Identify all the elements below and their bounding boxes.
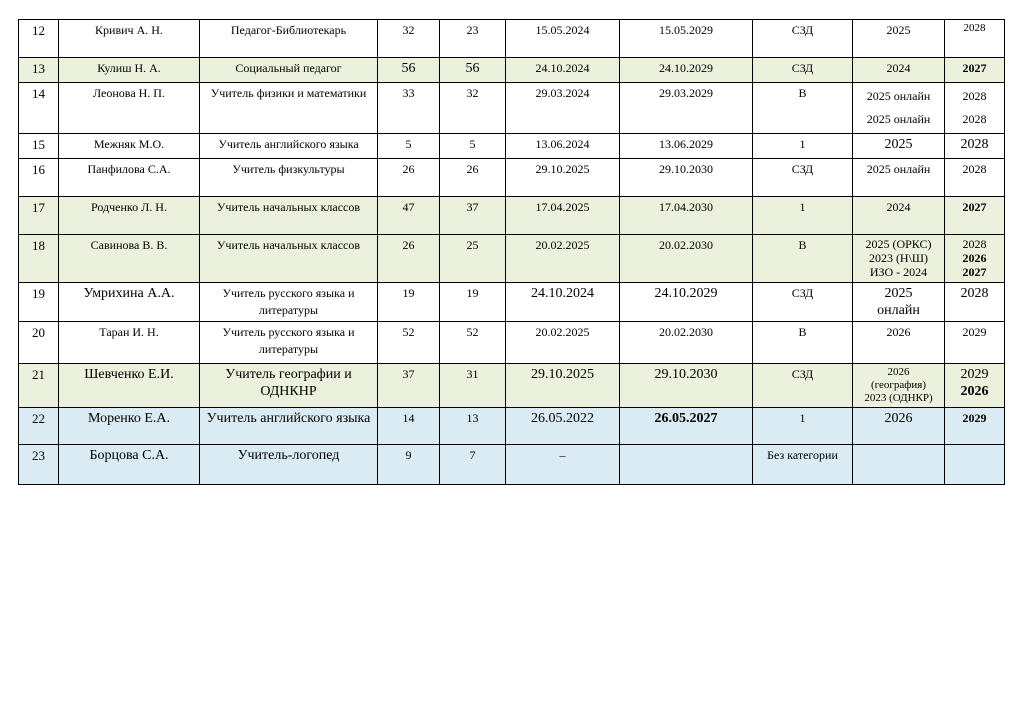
qualification-category: 1 <box>753 134 853 159</box>
course-year: 2024 <box>886 61 911 75</box>
row-number: 21 <box>19 364 59 408</box>
table-body <box>19 20 1005 485</box>
next-course-years <box>945 364 1005 408</box>
certification-date: 24.10.2024 <box>506 283 620 322</box>
total-experience: 26 <box>378 235 440 283</box>
teaching-experience: 23 <box>440 20 506 58</box>
qualification-category: СЗД <box>753 364 853 408</box>
teacher-position: Учитель географии и ОДНКНР <box>200 364 378 408</box>
next-course-year: 2028 <box>960 286 989 301</box>
course-years <box>853 322 945 364</box>
staff-certification-table <box>18 19 1005 485</box>
table-row <box>19 159 1005 197</box>
next-course-years <box>945 445 1005 485</box>
staff-table-page <box>18 19 1005 485</box>
qualification-category: СЗД <box>753 20 853 58</box>
teacher-position: Учитель физкультуры <box>200 159 378 197</box>
next-course-year: 2026 <box>960 384 989 399</box>
qualification-category: СЗД <box>753 159 853 197</box>
certification-expiry-date: 17.04.2030 <box>620 197 753 235</box>
row-number: 22 <box>19 408 59 445</box>
certification-expiry-date: 15.05.2029 <box>620 20 753 58</box>
teacher-name: Моренко Е.А. <box>59 408 200 445</box>
course-years <box>853 235 945 283</box>
certification-date: 26.05.2022 <box>506 408 620 445</box>
next-course-year: 2028 <box>962 89 987 103</box>
certification-expiry-date: 13.06.2029 <box>620 134 753 159</box>
table-row <box>19 408 1005 445</box>
next-course-years <box>945 134 1005 159</box>
teaching-experience: 13 <box>440 408 506 445</box>
certification-expiry-date: 20.02.2030 <box>620 322 753 364</box>
total-experience: 9 <box>378 445 440 485</box>
teaching-experience: 37 <box>440 197 506 235</box>
total-experience: 26 <box>378 159 440 197</box>
course-year: онлайн <box>877 303 920 318</box>
teacher-position: Учитель английского языка <box>200 408 378 445</box>
certification-date: 13.06.2024 <box>506 134 620 159</box>
qualification-category: Без категории <box>753 445 853 485</box>
course-years <box>853 445 945 485</box>
row-number: 15 <box>19 134 59 159</box>
teacher-name: Панфилова С.А. <box>59 159 200 197</box>
next-course-year: 2027 <box>962 265 987 279</box>
total-experience: 32 <box>378 20 440 58</box>
teacher-name: Шевченко Е.И. <box>59 364 200 408</box>
course-year: (география) <box>870 379 927 391</box>
teaching-experience: 25 <box>440 235 506 283</box>
next-course-year: 2028 <box>962 112 987 126</box>
table-row <box>19 322 1005 364</box>
next-course-year: 2028 <box>960 137 989 152</box>
qualification-category: В <box>753 235 853 283</box>
row-number: 14 <box>19 83 59 134</box>
row-number: 12 <box>19 20 59 58</box>
teacher-name: Родченко Л. Н. <box>59 197 200 235</box>
total-experience: 33 <box>378 83 440 134</box>
total-experience: 52 <box>378 322 440 364</box>
teacher-position: Социальный педагог <box>200 58 378 83</box>
teacher-name: Таран И. Н. <box>59 322 200 364</box>
course-year: ИЗО - 2024 <box>869 265 928 279</box>
teaching-experience: 26 <box>440 159 506 197</box>
course-year: 2025 онлайн <box>866 162 931 176</box>
table-row <box>19 283 1005 322</box>
teacher-position: Учитель английского языка <box>200 134 378 159</box>
total-experience: 47 <box>378 197 440 235</box>
certification-expiry-date: 24.10.2029 <box>620 283 753 322</box>
next-course-years <box>945 83 1005 134</box>
row-number: 19 <box>19 283 59 322</box>
next-course-year: 2028 <box>963 22 986 34</box>
teacher-position: Учитель-логопед <box>200 445 378 485</box>
qualification-category: СЗД <box>753 283 853 322</box>
course-years <box>853 83 945 134</box>
next-course-year: 2029 <box>962 411 987 425</box>
next-course-years <box>945 408 1005 445</box>
next-course-years <box>945 20 1005 58</box>
teacher-position: Педагог-Библиотекарь <box>200 20 378 58</box>
course-year: 2025 <box>884 286 913 301</box>
next-course-years <box>945 197 1005 235</box>
next-course-year: 2026 <box>962 251 987 265</box>
qualification-category: В <box>753 83 853 134</box>
course-year: 2026 <box>887 366 910 378</box>
certification-expiry-date: 29.10.2030 <box>620 159 753 197</box>
certification-expiry-date: 29.10.2030 <box>620 364 753 408</box>
next-course-year: 2027 <box>962 61 987 75</box>
certification-expiry-date: 29.03.2029 <box>620 83 753 134</box>
course-years <box>853 58 945 83</box>
certification-date: 29.10.2025 <box>506 159 620 197</box>
teacher-name: Умрихина А.А. <box>59 283 200 322</box>
course-years <box>853 134 945 159</box>
certification-date: – <box>506 445 620 485</box>
teacher-position: Учитель начальных классов <box>200 235 378 283</box>
table-row <box>19 445 1005 485</box>
course-year: 2023 (Н\Ш) <box>868 251 929 265</box>
certification-date: 20.02.2025 <box>506 235 620 283</box>
qualification-category: 1 <box>753 408 853 445</box>
course-years <box>853 283 945 322</box>
teaching-experience: 52 <box>440 322 506 364</box>
next-course-years <box>945 283 1005 322</box>
teaching-experience: 56 <box>440 58 506 83</box>
teacher-name: Борцова С.А. <box>59 445 200 485</box>
teacher-name: Леонова Н. П. <box>59 83 200 134</box>
certification-expiry-date: 20.02.2030 <box>620 235 753 283</box>
certification-date: 24.10.2024 <box>506 58 620 83</box>
table-row <box>19 364 1005 408</box>
course-year: 2025 (ОРКС) <box>865 237 932 251</box>
row-number: 13 <box>19 58 59 83</box>
table-row <box>19 235 1005 283</box>
teacher-position: Учитель русского языка и литературы <box>200 283 378 322</box>
course-years <box>853 408 945 445</box>
teacher-name: Межняк М.О. <box>59 134 200 159</box>
row-number: 17 <box>19 197 59 235</box>
certification-expiry-date: 26.05.2027 <box>620 408 753 445</box>
course-years <box>853 197 945 235</box>
row-number: 16 <box>19 159 59 197</box>
qualification-category: СЗД <box>753 58 853 83</box>
certification-date: 29.10.2025 <box>506 364 620 408</box>
next-course-year: 2029 <box>962 325 987 339</box>
teacher-position: Учитель начальных классов <box>200 197 378 235</box>
certification-date: 29.03.2024 <box>506 83 620 134</box>
total-experience: 37 <box>378 364 440 408</box>
qualification-category: В <box>753 322 853 364</box>
teacher-name: Кривич А. Н. <box>59 20 200 58</box>
course-year: 2025 <box>884 137 913 152</box>
course-year: 2025 <box>886 23 911 37</box>
teacher-position: Учитель русского языка и литературы <box>200 322 378 364</box>
next-course-year: 2028 <box>962 237 987 251</box>
next-course-years <box>945 235 1005 283</box>
teacher-name: Савинова В. В. <box>59 235 200 283</box>
next-course-years <box>945 322 1005 364</box>
course-year: 2024 <box>886 200 911 214</box>
teaching-experience: 31 <box>440 364 506 408</box>
total-experience: 19 <box>378 283 440 322</box>
total-experience: 5 <box>378 134 440 159</box>
next-course-year: 2029 <box>960 367 989 382</box>
teaching-experience: 32 <box>440 83 506 134</box>
table-row <box>19 83 1005 134</box>
row-number: 20 <box>19 322 59 364</box>
table-row <box>19 20 1005 58</box>
total-experience: 14 <box>378 408 440 445</box>
course-year: 2023 (ОДНКР) <box>864 392 933 404</box>
course-years <box>853 364 945 408</box>
next-course-years <box>945 58 1005 83</box>
teaching-experience: 7 <box>440 445 506 485</box>
course-year: 2025 онлайн <box>866 112 931 126</box>
course-year: 2026 <box>884 411 913 426</box>
course-years <box>853 20 945 58</box>
total-experience: 56 <box>378 58 440 83</box>
row-number: 18 <box>19 235 59 283</box>
certification-date: 17.04.2025 <box>506 197 620 235</box>
next-course-years <box>945 159 1005 197</box>
teaching-experience: 19 <box>440 283 506 322</box>
table-row <box>19 197 1005 235</box>
teacher-name: Кулиш Н. А. <box>59 58 200 83</box>
certification-date: 20.02.2025 <box>506 322 620 364</box>
certification-date: 15.05.2024 <box>506 20 620 58</box>
certification-expiry-date <box>620 445 753 485</box>
row-number: 23 <box>19 445 59 485</box>
certification-expiry-date: 24.10.2029 <box>620 58 753 83</box>
next-course-year: 2027 <box>962 200 987 214</box>
course-year: 2026 <box>886 325 911 339</box>
table-row <box>19 58 1005 83</box>
course-years <box>853 159 945 197</box>
qualification-category: 1 <box>753 197 853 235</box>
teaching-experience: 5 <box>440 134 506 159</box>
next-course-year: 2028 <box>962 162 987 176</box>
course-year: 2025 онлайн <box>866 89 931 103</box>
table-row <box>19 134 1005 159</box>
teacher-position: Учитель физики и математики <box>200 83 378 134</box>
